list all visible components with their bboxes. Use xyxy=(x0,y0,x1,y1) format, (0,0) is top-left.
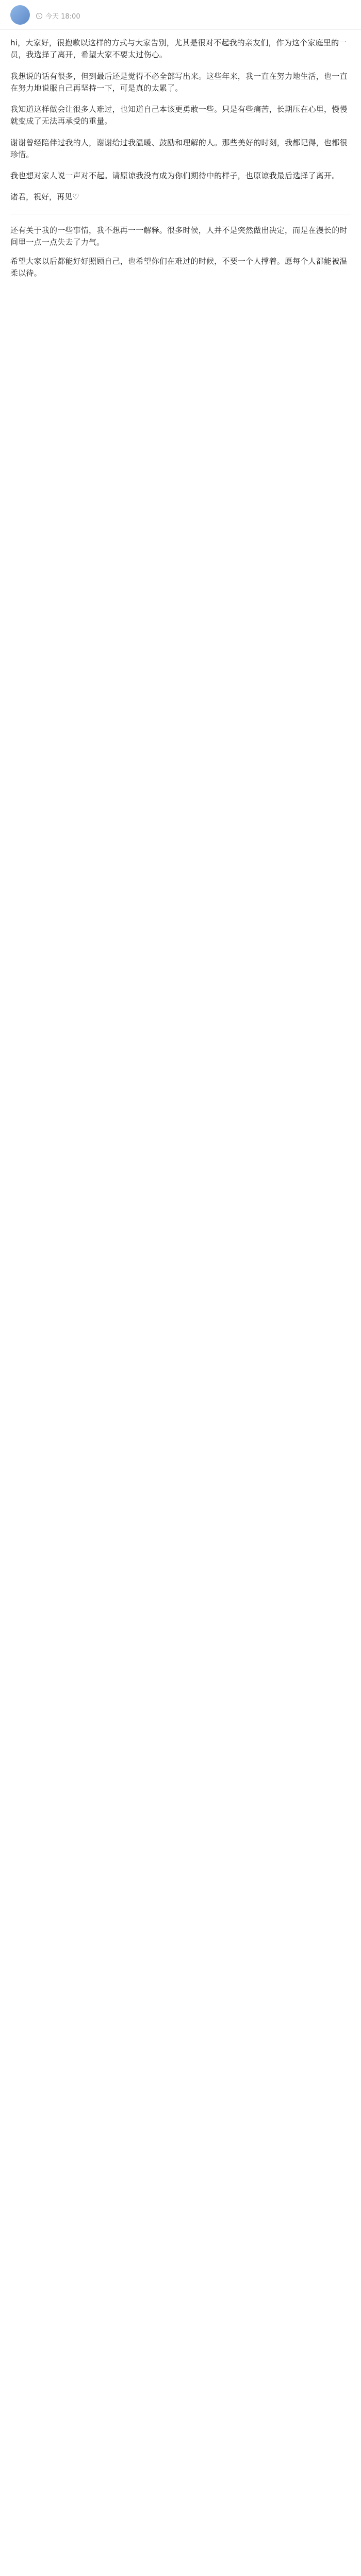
paragraph: 我想说的话有很多，但到最后还是觉得不必全部写出来。这些年来，我一直在努力地生活，也一直在努力地说服自己再坚持一下，可是真的太累了。 xyxy=(10,71,348,93)
clock-icon xyxy=(36,13,42,19)
signature: 诸君，祝好，再见♡ xyxy=(10,192,79,202)
paragraph: hi，大家好，很抱歉以这样的方式与大家告别，尤其是很对不起我的亲友们，作为这个家庭里的一员，我选择了离开，希望大家不要太过伤心。 xyxy=(10,38,347,60)
post-header xyxy=(0,0,361,30)
avatar xyxy=(10,5,30,25)
post-time: 今天 18:00 xyxy=(45,13,80,21)
post-time-row xyxy=(36,11,80,21)
note-section xyxy=(10,225,351,280)
post-meta xyxy=(36,9,80,21)
paragraph: 我知道这样做会让很多人难过，也知道自己本该更勇敢一些。只是有些痛苦，长期压在心里，慢慢就变成了无法再承受的重量。 xyxy=(10,105,348,126)
paragraph: 谢谢曾经陪伴过我的人，谢谢给过我温暖、鼓励和理解的人。那些美好的时刻，我都记得，也都很珍惜。 xyxy=(10,138,348,159)
paragraph: 我也想对家人说一声对不起。请原谅我没有成为你们期待中的样子，也原谅我最后选择了离开。 xyxy=(10,171,340,180)
note-paragraph: 还有关于我的一些事情，我不想再一一解释。很多时候，人并不是突然做出决定，而是在漫长的时间里一点一点失去了力气。 xyxy=(10,225,348,247)
post-content xyxy=(0,30,361,2576)
note-paragraph: 希望大家以后都能好好照顾自己，也希望你们在难过的时候，不要一个人撑着。愿每个人都能被温柔以待。 xyxy=(10,257,348,278)
